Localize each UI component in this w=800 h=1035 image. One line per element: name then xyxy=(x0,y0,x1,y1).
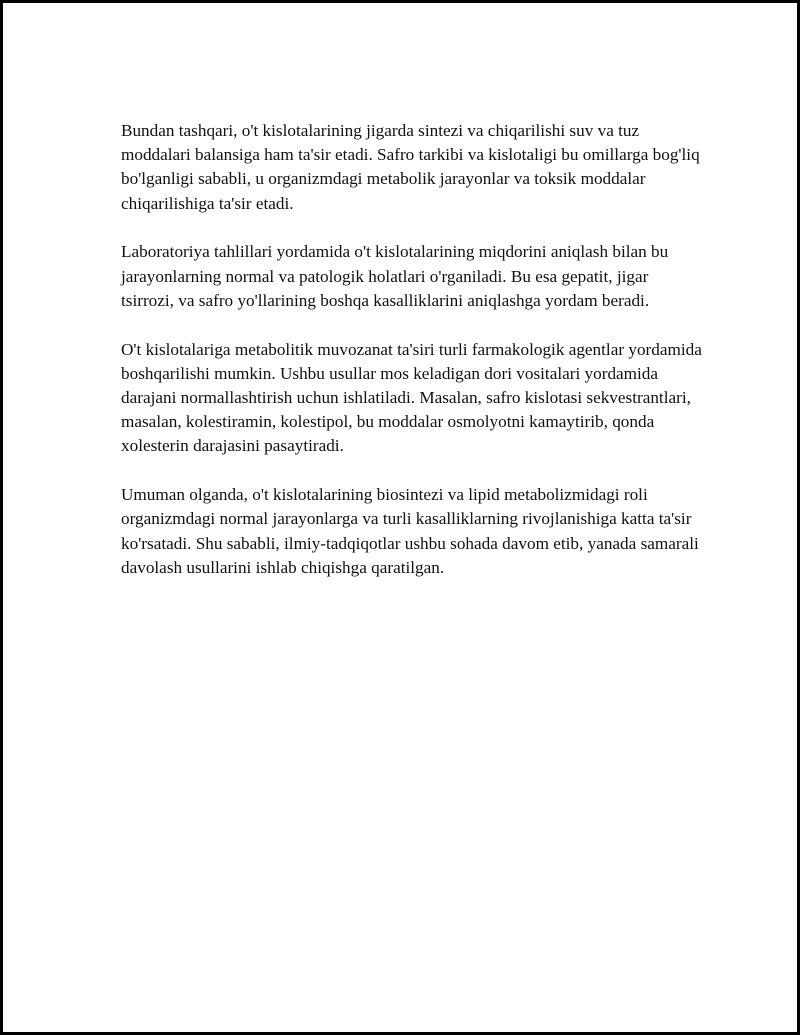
paragraph-pharmacological-regulation: O't kislotalariga metabolitik muvozanat ta'siri turli farmakologik agentlar yordamida boshqarilishi mumkin. Ushbu usullar mos keladigan dori vositalari yordamida darajani normallashtirish uchun ishlatiladi. Masalan, safro kislotasi sekvestrantlari, masalan, kolestiramin, kolestipol, bu moddalar osmolyotni kamaytirib, qonda xolesterin darajasini pasaytiradi. xyxy=(121,339,702,456)
paragraph-bile-acid-synthesis: Bundan tashqari, o't kislotalarining jigarda sintezi va chiqarilishi suv va tuz moddalari balansiga ham ta'sir etadi. Safro tarkibi va kislotaligi bu omillarga bog'liq bo'lganligi sababli, u organizmdagi metabolik jarayonlar va toksik moddalar chiqarilishiga ta'sir etadi. xyxy=(121,121,700,213)
document-body xyxy=(121,119,703,580)
paragraph-conclusion: Umuman olganda, o't kislotalarining biosintezi va lipid metabolizmidagi roli organizmdagi normal jarayonlarga va turli kasalliklarning rivojlanishiga katta ta'sir ko'rsatadi. Shu sababli, ilmiy-tadqiqotlar ushbu sohada davom etib, yanada samarali davolash usullarini ishlab chiqishga qaratilgan. xyxy=(121,485,699,577)
paragraph-laboratory-analysis: Laboratoriya tahlillari yordamida o't kislotalarining miqdorini aniqlash bilan bu jarayonlarning normal va patologik holatlari o'rganiladi. Bu esa gepatit, jigar tsirrozi, va safro yo'llarining boshqa kasalliklarini aniqlashga yordam beradi. xyxy=(121,242,669,310)
